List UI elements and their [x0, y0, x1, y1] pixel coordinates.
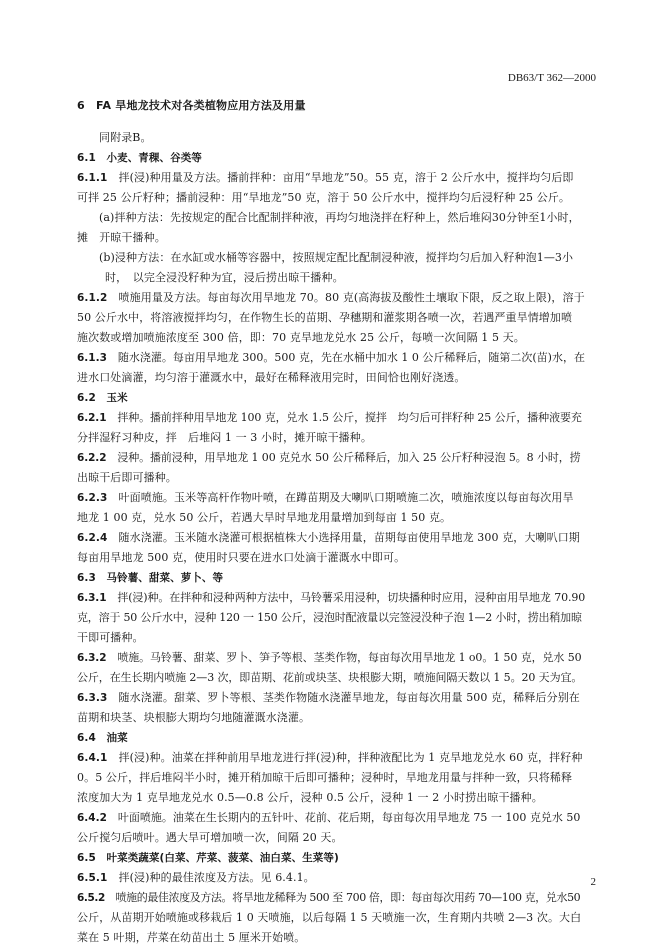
paragraph-line: 干即可播种。 — [77, 631, 144, 644]
clause-number: 6.2.1 — [77, 412, 107, 424]
clause-number: 6.1.3 — [77, 352, 107, 364]
paragraph-line: 公斤搅匀后喷叶。遇大旱可增加喷一次，间隔 20 天。 — [77, 831, 343, 844]
section-6-heading: 6 FA 旱地龙技术对各类植物应用方法及用量 — [77, 99, 306, 112]
clause-number: 6.1.1 — [77, 172, 108, 184]
clause-number: 6.2.4 — [77, 532, 108, 544]
paragraph-text: 喷施的最佳浓度及方法。将旱地龙稀释为 500 至 700 倍，即：每亩每次用药 70—100 克，兑水50 — [115, 891, 581, 904]
paragraph-line: 公斤，在生长期内喷施 2—3 次，即苗期、花前或块茎、块根膨大期，喷施间隔天数以 1 5。20 天为宜。 — [77, 671, 583, 684]
clause-number: 6.5.1 — [77, 872, 108, 884]
document-body — [77, 96, 585, 948]
paragraph-line: 地龙 1 00 克，兑水 50 公斤，若遇大旱时旱地龙用量增加到每亩 1 50 克。 — [77, 511, 452, 524]
paragraph-line: 每亩用旱地龙 500 克，使用时只要在进水口处滴于灌溉水中即可。 — [77, 551, 406, 564]
paragraph-6-5-2 — [77, 888, 585, 908]
clause-number: 6.2.3 — [77, 492, 108, 504]
paragraph-line: 苗期和块茎、块根膨大期均匀地随灌溉水浇灌。 — [77, 711, 311, 724]
paragraph-text: 拌种。播前拌种用旱地龙 100 克，兑水 1.5 公斤，搅拌 均匀后可拌籽种 25 公斤，播种液要充 — [117, 411, 582, 424]
clause-number: 6.1.2 — [77, 292, 108, 304]
paragraph-line: 菜在 5 叶期，芹菜在幼苗出土 5 厘米开始喷。 — [77, 931, 306, 944]
paragraph-line: 0。5 公斤，拌后堆闷半小时，摊开稍加晾干后即可播种；浸种时，旱地龙用量与拌种一致，只将稀释 — [77, 771, 573, 784]
paragraph-text: 随水浇灌。每亩用旱地龙 300。500 克，先在水桶中加水 1 0 公斤稀释后，随第二次(苗)水，在 — [117, 351, 585, 364]
section-6-1-heading: 6.1 小麦、青稞、谷类等 — [77, 152, 202, 164]
paragraph-line: 可拌 25 公斤籽种；播前浸种：用“旱地龙”50 克，溶于 50 公斤水中，搅拌均匀后浸籽种 25 公斤。 — [77, 191, 571, 204]
section-6-2-heading: 6.2 玉米 — [77, 392, 128, 404]
paragraph-text: 拌(浸)种用量及方法。播前拌种：亩用“旱地龙”50。55 克，溶于 2 公斤水中，搅拌均匀后即 — [118, 171, 574, 184]
paragraph-line: 时， 以完全浸没籽种为宜，浸后捞出晾干播种。 — [105, 271, 344, 284]
paragraph-6-3-2 — [77, 648, 585, 668]
clause-number: 6.2.2 — [77, 452, 107, 464]
paragraph-text: 叶面喷施。玉米等高杆作物叶喷，在蹲苗期及大喇叭口期喷施二次，喷施浓度以每亩每次用旱 — [118, 491, 574, 504]
paragraph-text: 喷施。马铃薯、甜菜、罗卜、笋予等根、茎类作物，每亩每次用旱地龙 1 o0。1 50 克，兑水 50 — [117, 651, 582, 664]
paragraph-6-1-1 — [77, 168, 585, 188]
paragraph-text: 拌(浸)种。在拌种和浸种两种方法中，马铃薯采用浸种，切块播种时应用，浸种亩用旱地龙 70.90 — [117, 591, 586, 604]
paragraph-line: (a)拌种方法：先按规定的配合比配制拌种液，再均匀地浇拌在籽种上，然后堆闷30分钟至1小时， — [99, 211, 580, 224]
section-6-intro: 同附录B。 — [99, 131, 152, 144]
document-code: DB63/T 362—2000 — [507, 72, 596, 84]
paragraph-6-3-1 — [77, 588, 585, 608]
paragraph-6-2-4 — [77, 528, 585, 548]
paragraph-6-2-1 — [77, 408, 585, 428]
paragraph-text: 随水浇灌。玉米随水浇灌可根据植株大小选择用量，苗期每亩使用旱地龙 300 克，大喇叭口期 — [118, 531, 580, 544]
paragraph-text: 随水浇灌。甜菜、罗卜等根、茎类作物随水浇灌旱地龙，每亩每次用量 500 克，稀释后分别在 — [118, 691, 580, 704]
paragraph-line: 摊 开晾干播种。 — [77, 231, 166, 244]
paragraph-line: 克，溶于 50 公斤水中，浸种 120 一 150 公斤，浸泡时配液量以完签浸没种子泡 1—2 小时，捞出稍加晾 — [77, 611, 582, 624]
clause-number: 6.4.2 — [77, 812, 107, 824]
paragraph-text: 喷施用量及方法。每亩每次用旱地龙 70。80 克(高海拔及酸性土壤取下限，反之取上限)，溶于 — [118, 291, 585, 304]
paragraph-text: 拌(浸)种。油菜在拌种前用旱地龙进行拌(浸)种，拌种液配比为 1 克旱地龙兑水 60 克，拌籽种 — [118, 751, 583, 764]
clause-number: 6.3.2 — [77, 652, 107, 664]
paragraph-6-1-3 — [77, 348, 585, 368]
paragraph-line: 分拌湿籽习种皮，拌 后堆闷 1 一 3 小时，摊开晾干播种。 — [77, 431, 372, 444]
clause-number: 6.3.3 — [77, 692, 108, 704]
paragraph-line: 浓度加大为 1 克旱地龙兑水 0.5—0.8 公斤，浸种 0.5 公斤，浸种 1 一 2 小时捞出晾干播种。 — [77, 791, 543, 804]
paragraph-text: 叶面喷施。油菜在生长期内的五针叶、花前、花后期，每亩每次用旱地龙 75 一 100 克兑水 50 — [117, 811, 581, 824]
paragraph-6-1-2 — [77, 288, 585, 308]
paragraph-6-5-1 — [77, 868, 585, 888]
section-6-5-heading: 6.5 叶菜类蔬菜(白菜、芹菜、菠菜、油白菜、生菜等) — [77, 852, 339, 864]
paragraph-text: 浸种。播前浸种，用旱地龙 1 00 克兑水 50 公斤稀释后，加入 25 公斤籽种浸泡 5。8 小时，捞 — [117, 451, 581, 464]
paragraph-line: (b)浸种方法：在水缸或水桶等容器中，按照规定配比配制浸种液，搅拌均匀后加入籽种泡1—3小 — [99, 251, 574, 264]
paragraph-line: 进水口处滴灌，均匀溶于灌溉水中，最好在稀释液用完时，田间恰也刚好浇透。 — [77, 371, 466, 384]
clause-number: 6.3.1 — [77, 592, 107, 604]
paragraph-6-4-1 — [77, 748, 585, 768]
paragraph-6-2-2 — [77, 448, 585, 468]
paragraph-line: 公斤，从苗期开始喷施或移栽后 1 0 天喷施，以后每隔 1 5 天喷施一次，生育期内共喷 2—3 次。大白 — [77, 911, 582, 924]
paragraph-6-2-3 — [77, 488, 585, 508]
paragraph-text: 拌(浸)种的最佳浓度及方法。见 6.4.1。 — [118, 871, 315, 884]
section-6-3-heading: 6.3 马铃薯、甜菜、萝卜、等 — [77, 572, 224, 584]
paragraph-line: 出晾干后即可播种。 — [77, 471, 177, 484]
clause-number: 6.5.2 — [77, 892, 105, 904]
paragraph-line: 施次数或增加喷施浓度至 300 倍，即：70 克旱地龙兑水 25 公斤，每喷一次间隔 1 5 天。 — [77, 331, 525, 344]
page-number: 2 — [590, 876, 596, 888]
paragraph-line: 50 公斤水中，将溶液搅拌均匀，在作物生长的苗期、孕穗期和灌浆期各喷一次，若遇严重旱情增加喷 — [77, 311, 573, 324]
paragraph-6-3-3 — [77, 688, 585, 708]
paragraph-6-4-2 — [77, 808, 585, 828]
section-6-4-heading: 6.4 油菜 — [77, 732, 128, 744]
clause-number: 6.4.1 — [77, 752, 108, 764]
